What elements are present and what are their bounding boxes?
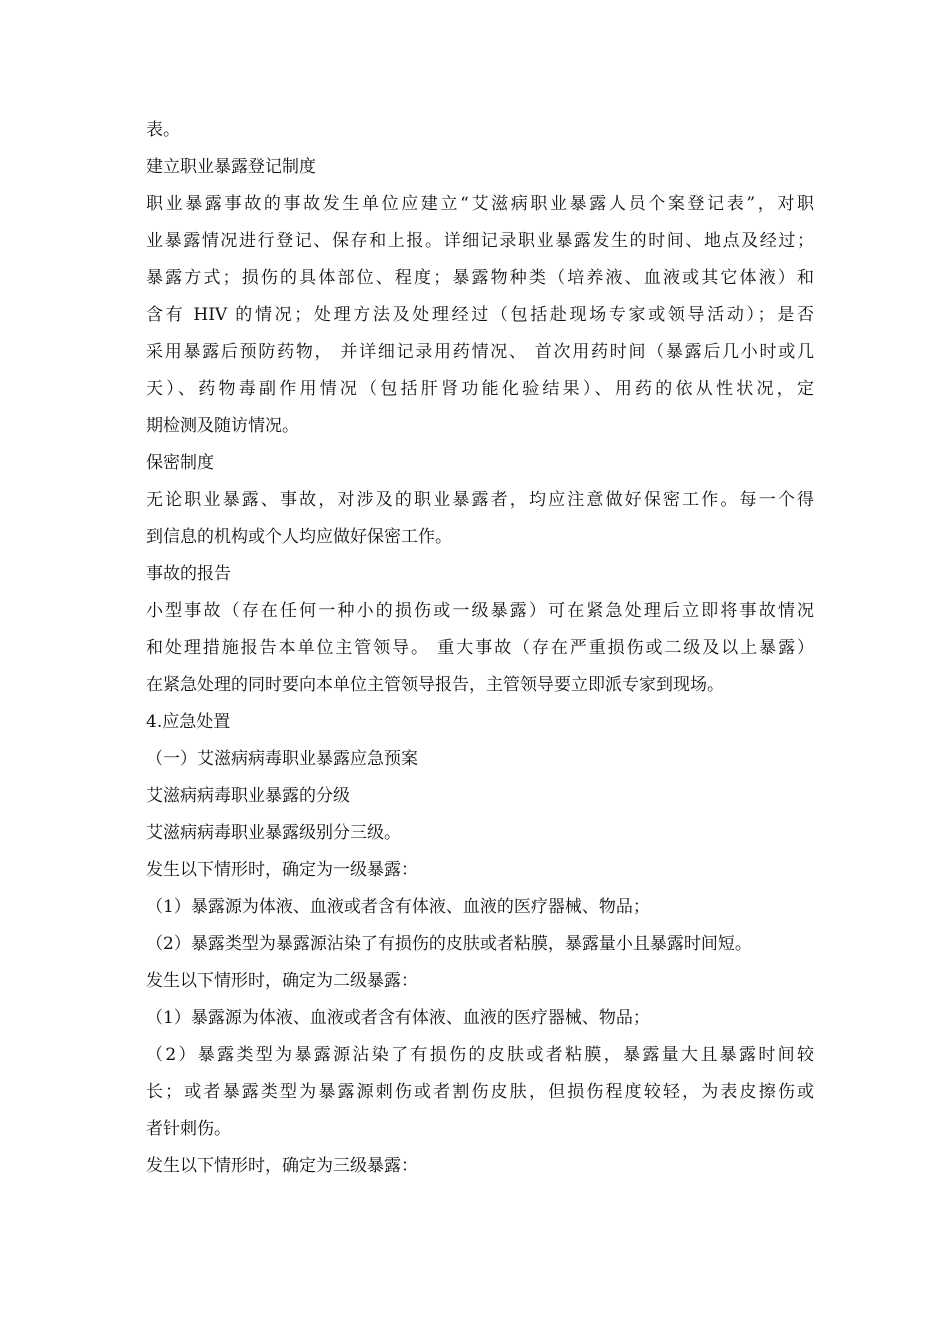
text-line: 者针刺伤。: [146, 1119, 231, 1139]
text-line: 发生以下情形时，确定为三级暴露：: [146, 1156, 418, 1176]
text-line: 表。: [146, 120, 180, 140]
text-line: 小型事故（存在任何一种小的损伤或一级暴露）可在紧急处理后立即将事故情况: [146, 601, 814, 621]
text-line: 4.应急处置: [146, 712, 231, 732]
text-line: 建立职业暴露登记制度: [146, 157, 316, 177]
text-line: 艾滋病病毒职业暴露的分级: [146, 786, 350, 806]
text-line: 暴露方式；损伤的具体部位、程度；暴露物种类（培养液、血液或其它体液）和: [146, 268, 814, 288]
text-line: 采用暴露后预防药物， 并详细记录用药情况、 首次用药时间（暴露后几小时或几: [146, 342, 814, 362]
text-line: 艾滋病病毒职业暴露级别分三级。: [146, 823, 401, 843]
text-line: 在紧急处理的同时要向本单位主管领导报告，主管领导要立即派专家到现场。: [146, 675, 724, 695]
text-line: 无论职业暴露、事故，对涉及的职业暴露者，均应注意做好保密工作。每一个得: [146, 490, 814, 510]
text-line: 长；或者暴露类型为暴露源刺伤或者割伤皮肤，但损伤程度较轻，为表皮擦伤或: [146, 1082, 814, 1102]
text-line: （2）暴露类型为暴露源沾染了有损伤的皮肤或者粘膜，暴露量大且暴露时间较: [146, 1045, 814, 1065]
text-line: （1）暴露源为体液、血液或者含有体液、血液的医疗器械、物品；: [146, 1008, 650, 1028]
text-line: 到信息的机构或个人均应做好保密工作。: [146, 527, 452, 547]
text-line: 发生以下情形时，确定为一级暴露：: [146, 860, 418, 880]
text-line: 职业暴露事故的事故发生单位应建立“艾滋病职业暴露人员个案登记表”，对职: [146, 194, 814, 214]
text-line: 期检测及随访情况。: [146, 416, 299, 436]
text-line: （一）艾滋病病毒职业暴露应急预案: [146, 749, 418, 769]
text-line: 含有 HIV 的情况；处理方法及处理经过（包括赴现场专家或领导活动）；是否: [146, 305, 814, 325]
text-line: 业暴露情况进行登记、保存和上报。详细记录职业暴露发生的时间、地点及经过；: [146, 231, 814, 251]
text-line: 发生以下情形时，确定为二级暴露：: [146, 971, 418, 991]
text-line: （1）暴露源为体液、血液或者含有体液、血液的医疗器械、物品；: [146, 897, 650, 917]
text-line: 保密制度: [146, 453, 214, 473]
text-line: 和处理措施报告本单位主管领导。 重大事故（存在严重损伤或二级及以上暴露）: [146, 638, 814, 658]
text-line: （2）暴露类型为暴露源沾染了有损伤的皮肤或者粘膜，暴露量小且暴露时间短。: [146, 934, 752, 954]
text-line: 事故的报告: [146, 564, 231, 584]
document-page: [146, 112, 814, 1185]
text-line: 天）、药物毒副作用情况（包括肝肾功能化验结果）、用药的依从性状况，定: [146, 379, 814, 399]
